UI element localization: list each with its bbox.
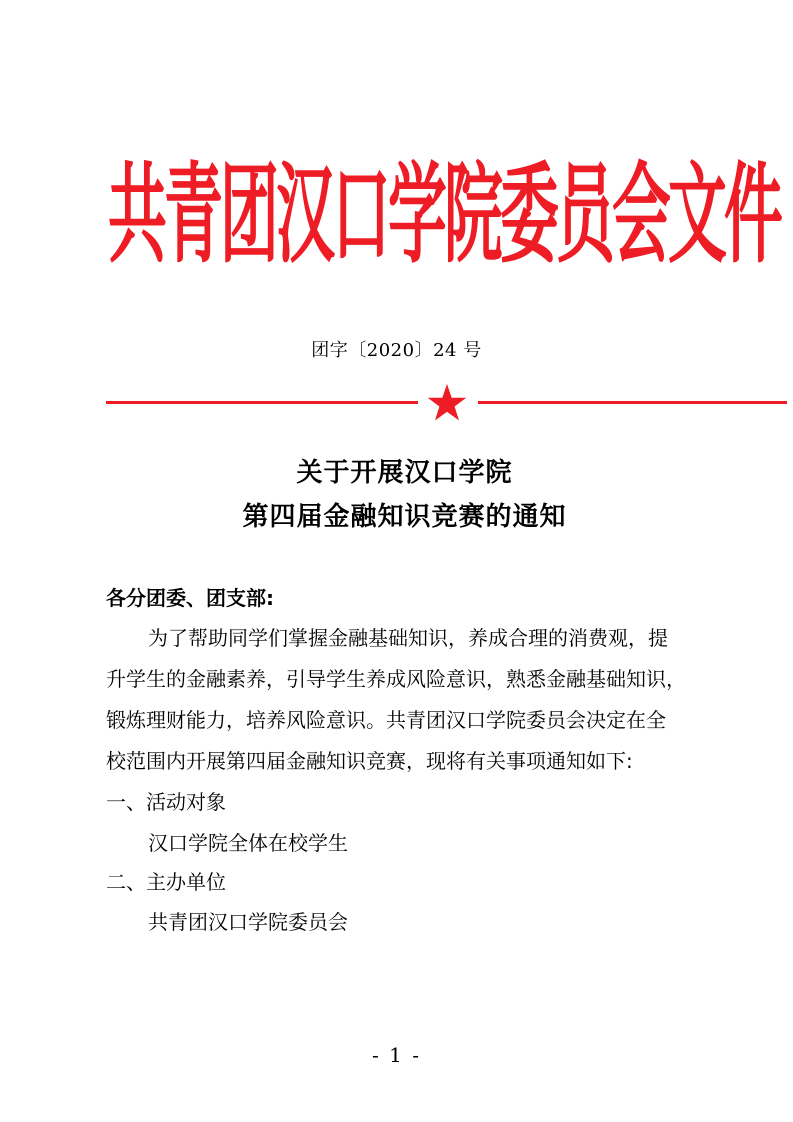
notice-title-line-2: 第四届金融知识竞赛的通知 bbox=[242, 502, 567, 532]
red-divider-right bbox=[478, 401, 787, 404]
section-content: 共青团汉口学院委员会 bbox=[148, 910, 348, 934]
paragraph-line: 锻炼理财能力，培养风险意识。共青团汉口学院委员会决定在全 bbox=[106, 708, 666, 732]
red-header bbox=[108, 140, 780, 290]
section-heading: 二、主办单位 bbox=[106, 870, 226, 894]
paragraph-line: 校范围内开展第四届金融知识竞赛，现将有关事项通知如下: bbox=[106, 749, 633, 773]
page-number: - 1 - bbox=[372, 1043, 421, 1067]
document-number: 团字〔2020〕24 号 bbox=[311, 340, 482, 361]
section-content: 汉口学院全体在校学生 bbox=[148, 831, 348, 855]
star-icon bbox=[426, 382, 468, 424]
paragraph-line: 升学生的金融素养，引导学生养成风险意识，熟悉金融基础知识， bbox=[106, 667, 686, 691]
section-heading: 一、活动对象 bbox=[106, 790, 226, 814]
salutation: 各分团委、团支部: bbox=[106, 586, 274, 610]
notice-title-line-1: 关于开展汉口学院 bbox=[296, 458, 513, 488]
paragraph-line: 为了帮助同学们掌握金融基础知识，养成合理的消费观，提 bbox=[148, 626, 668, 650]
document-header-title: 共青团汉口学院委员会文件 bbox=[108, 150, 781, 278]
red-divider-left bbox=[106, 401, 418, 404]
